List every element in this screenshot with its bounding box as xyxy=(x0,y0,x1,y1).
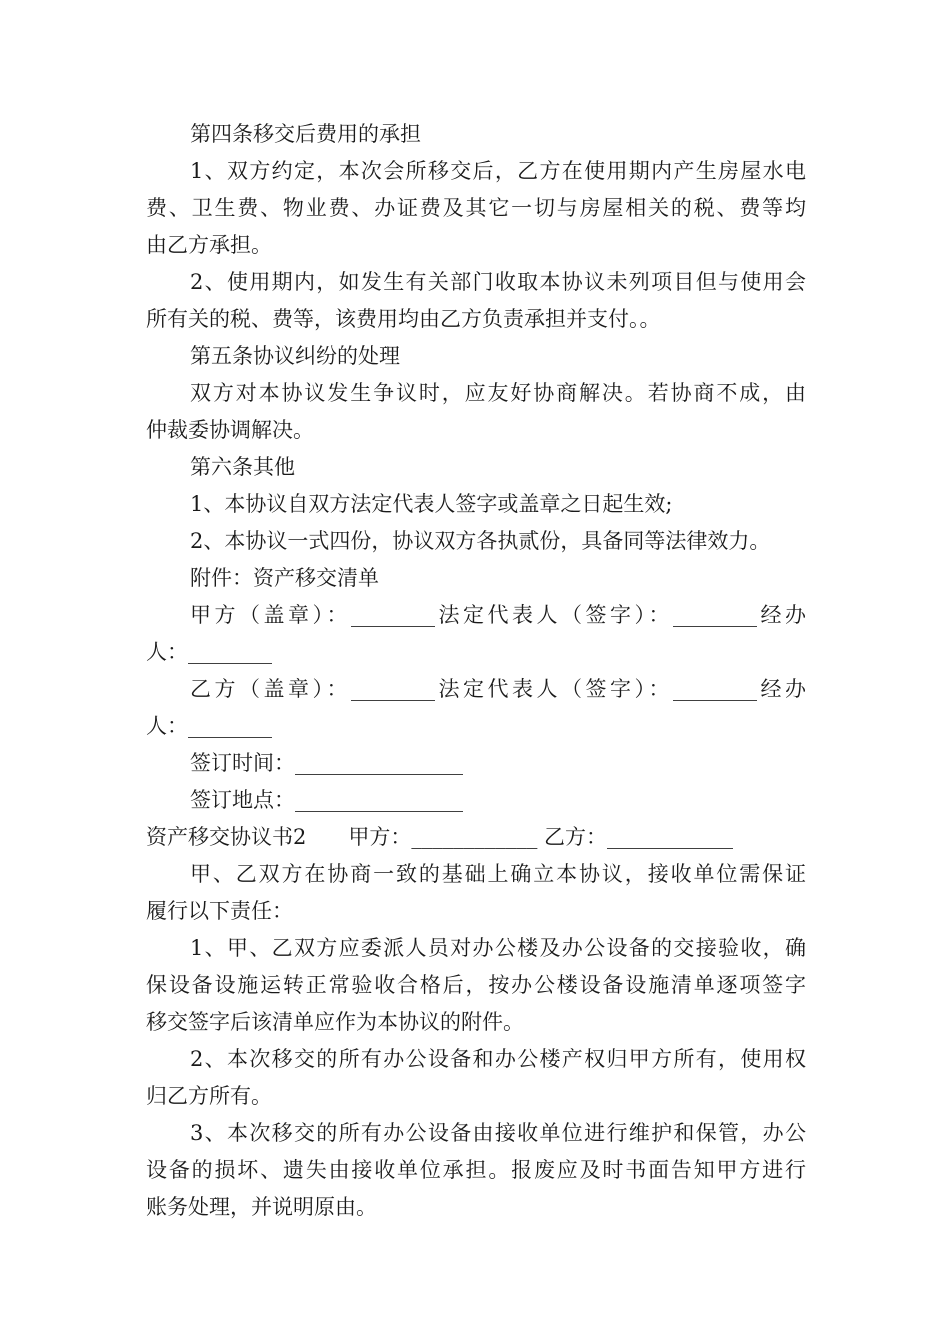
agreement-two-title: 资产移交协议书2 甲方：____________ 乙方：____________ xyxy=(146,825,734,849)
attachment-line: 附件：资产移交清单 xyxy=(190,566,379,590)
section-five-heading: 第五条协议纠纷的处理 xyxy=(190,344,400,368)
paragraph-line: 费、卫生费、物业费、办证费及其它一切与房屋相关的税、费等均 xyxy=(146,196,806,220)
party-a-signature-line: 甲方（盖章）：________法定代表人（签字）：________经办 xyxy=(190,603,806,627)
section-four-heading: 第四条移交后费用的承担 xyxy=(190,122,421,146)
paragraph-line: 甲、乙双方在协商一致的基础上确立本协议，接收单位需保证 xyxy=(190,862,806,886)
paragraph-line: 2、使用期内，如发生有关部门收取本协议未列项目但与使用会 xyxy=(190,270,806,294)
paragraph-line: 1、本协议自双方法定代表人签字或盖章之日起生效; xyxy=(190,492,673,516)
paragraph-line: 保设备设施运转正常验收合格后，按办公楼设备设施清单逐项签字 xyxy=(146,973,806,997)
party-b-signature-line: 乙方（盖章）：________法定代表人（签字）：________经办 xyxy=(190,677,806,701)
paragraph-line: 由乙方承担。 xyxy=(146,233,272,257)
signing-place-line: 签订地点：________________ xyxy=(190,788,463,812)
paragraph-line: 3、本次移交的所有办公设备由接收单位进行维护和保管，办公 xyxy=(190,1121,806,1145)
paragraph-line: 移交签字后该清单应作为本协议的附件。 xyxy=(146,1010,524,1034)
section-six-heading: 第六条其他 xyxy=(190,455,295,479)
paragraph-line: 仲裁委协调解决。 xyxy=(146,418,314,442)
paragraph-line: 双方对本协议发生争议时，应友好协商解决。若协商不成，由 xyxy=(190,381,806,405)
paragraph-line: 1、甲、乙双方应委派人员对办公楼及办公设备的交接验收，确 xyxy=(190,936,806,960)
paragraph-line: 2、本协议一式四份，协议双方各执贰份，具备同等法律效力。 xyxy=(190,529,771,553)
paragraph-line: 2、本次移交的所有办公设备和办公楼产权归甲方所有，使用权 xyxy=(190,1047,806,1071)
signing-date-line: 签订时间：________________ xyxy=(190,751,463,775)
paragraph-line: 账务处理，并说明原由。 xyxy=(146,1195,377,1219)
paragraph-line: 履行以下责任： xyxy=(146,899,293,923)
paragraph-line: 归乙方所有。 xyxy=(146,1084,272,1108)
paragraph-line: 所有关的税、费等，该费用均由乙方负责承担并支付。。 xyxy=(146,307,661,331)
party-b-handler-line: 人：________ xyxy=(146,714,272,738)
paragraph-line: 设备的损坏、遗失由接收单位承担。报废应及时书面告知甲方进行 xyxy=(146,1158,806,1182)
party-a-handler-line: 人：________ xyxy=(146,640,272,664)
paragraph-line: 1、双方约定，本次会所移交后，乙方在使用期内产生房屋水电 xyxy=(190,159,806,183)
